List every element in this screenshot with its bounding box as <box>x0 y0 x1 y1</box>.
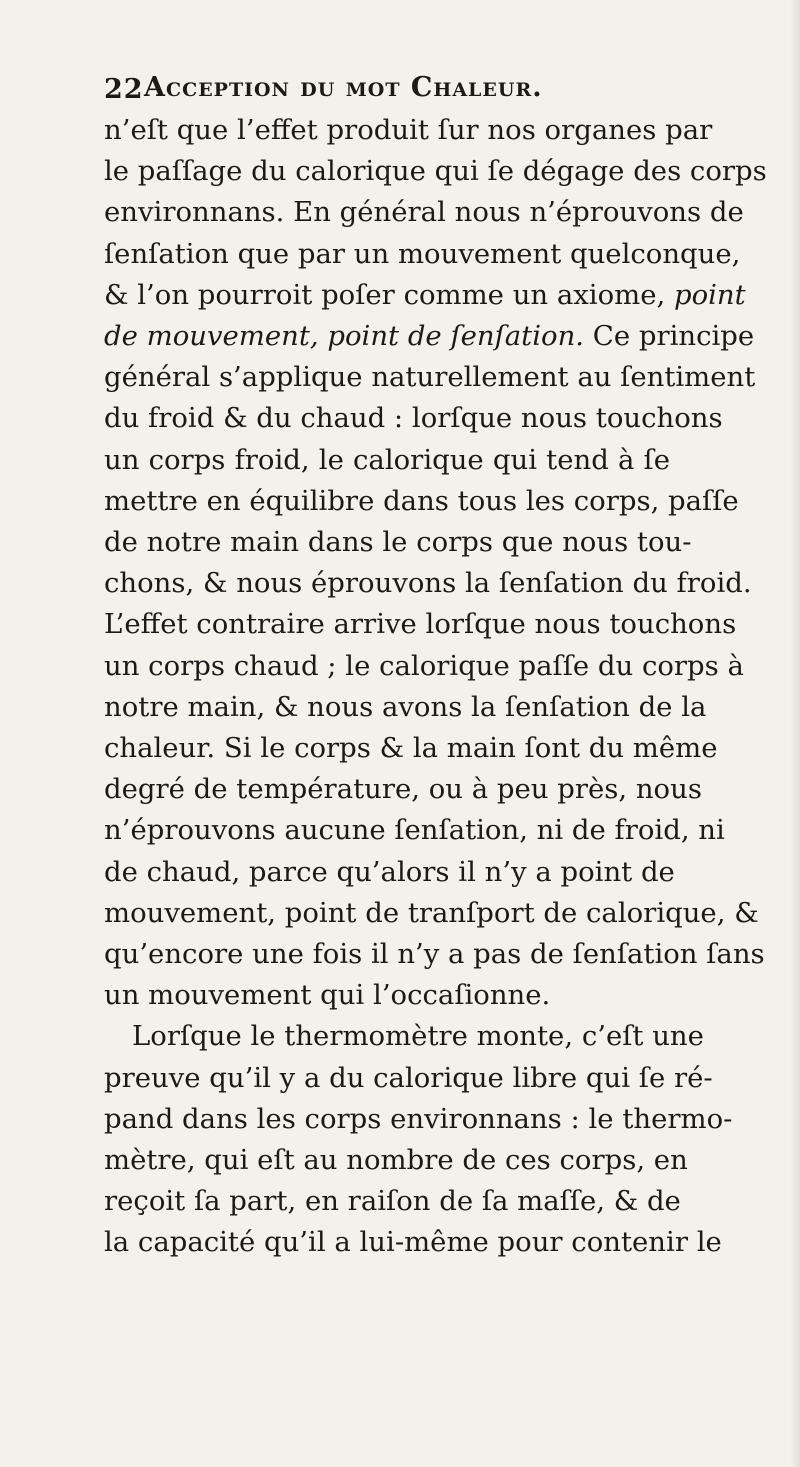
text-line: chaleur. Si le corps & la main ſont du même <box>104 732 718 765</box>
text-line: mètre, qui eſt au nombre de ces corps, en <box>104 1144 688 1177</box>
text-line: du froid & du chaud : lorſque nous touchons <box>104 402 723 435</box>
page-number: 22 <box>104 74 144 105</box>
text-line: chons, & nous éprouvons la ſenſation du froid. <box>104 567 752 600</box>
text-line: un mouvement qui l’occaſionne. <box>104 979 551 1012</box>
text-line: ſenſation que par un mouvement quelconque, <box>104 237 741 270</box>
text-line: & l’on pourroit poſer comme un axiome, point <box>104 278 746 311</box>
paragraph-start-line: Lorſque le thermomètre monte, c’eſt une <box>132 1020 704 1053</box>
page-edge-shadow <box>790 0 800 1467</box>
running-header <box>104 72 664 112</box>
text-line: mettre en équilibre dans tous les corps, paſſe <box>104 484 739 517</box>
running-title: Acception du mot Chaleur. <box>144 72 543 103</box>
text-line: n’eſt que l’effet produit ſur nos organes par <box>104 114 713 146</box>
text-line: général s’applique naturellement au ſentiment <box>104 361 756 394</box>
text-line: de mouvement, point de ſenſation. Ce principe <box>104 320 755 353</box>
text-line: environnans. En général nous n’éprouvons de <box>104 196 744 229</box>
text-line: un corps froid, le calorique qui tend à ſe <box>104 443 670 476</box>
text-line: reçoit ſa part, en raiſon de ſa maſſe, & de <box>104 1185 681 1218</box>
text-line: preuve qu’il y a du calorique libre qui ſe ré- <box>104 1061 713 1094</box>
body-text <box>104 110 767 1264</box>
text-line: le paſſage du calorique qui ſe dégage des corps <box>104 155 767 188</box>
text-line: mouvement, point de tranſport de calorique, & <box>104 896 759 929</box>
text-line: pand dans les corps environnans : le thermo- <box>104 1102 733 1135</box>
text-line: la capacité qu’il a lui-même pour contenir le <box>104 1226 722 1259</box>
text-line: L’effet contraire arrive lorſque nous touchons <box>104 608 737 641</box>
text-line: n’éprouvons aucune ſenſation, ni de froid, ni <box>104 814 725 847</box>
text-line: notre main, & nous avons la ſenſation de la <box>104 690 707 723</box>
text-line: un corps chaud ; le calorique paſſe du corps à <box>104 649 744 682</box>
text-line: degré de température, ou à peu près, nous <box>104 773 702 806</box>
text-line: qu’encore une fois il n’y a pas de ſenſation ſans <box>104 938 765 971</box>
text-line: de notre main dans le corps que nous tou- <box>104 526 692 559</box>
text-line: de chaud, parce qu’alors il n’y a point de <box>104 855 675 888</box>
